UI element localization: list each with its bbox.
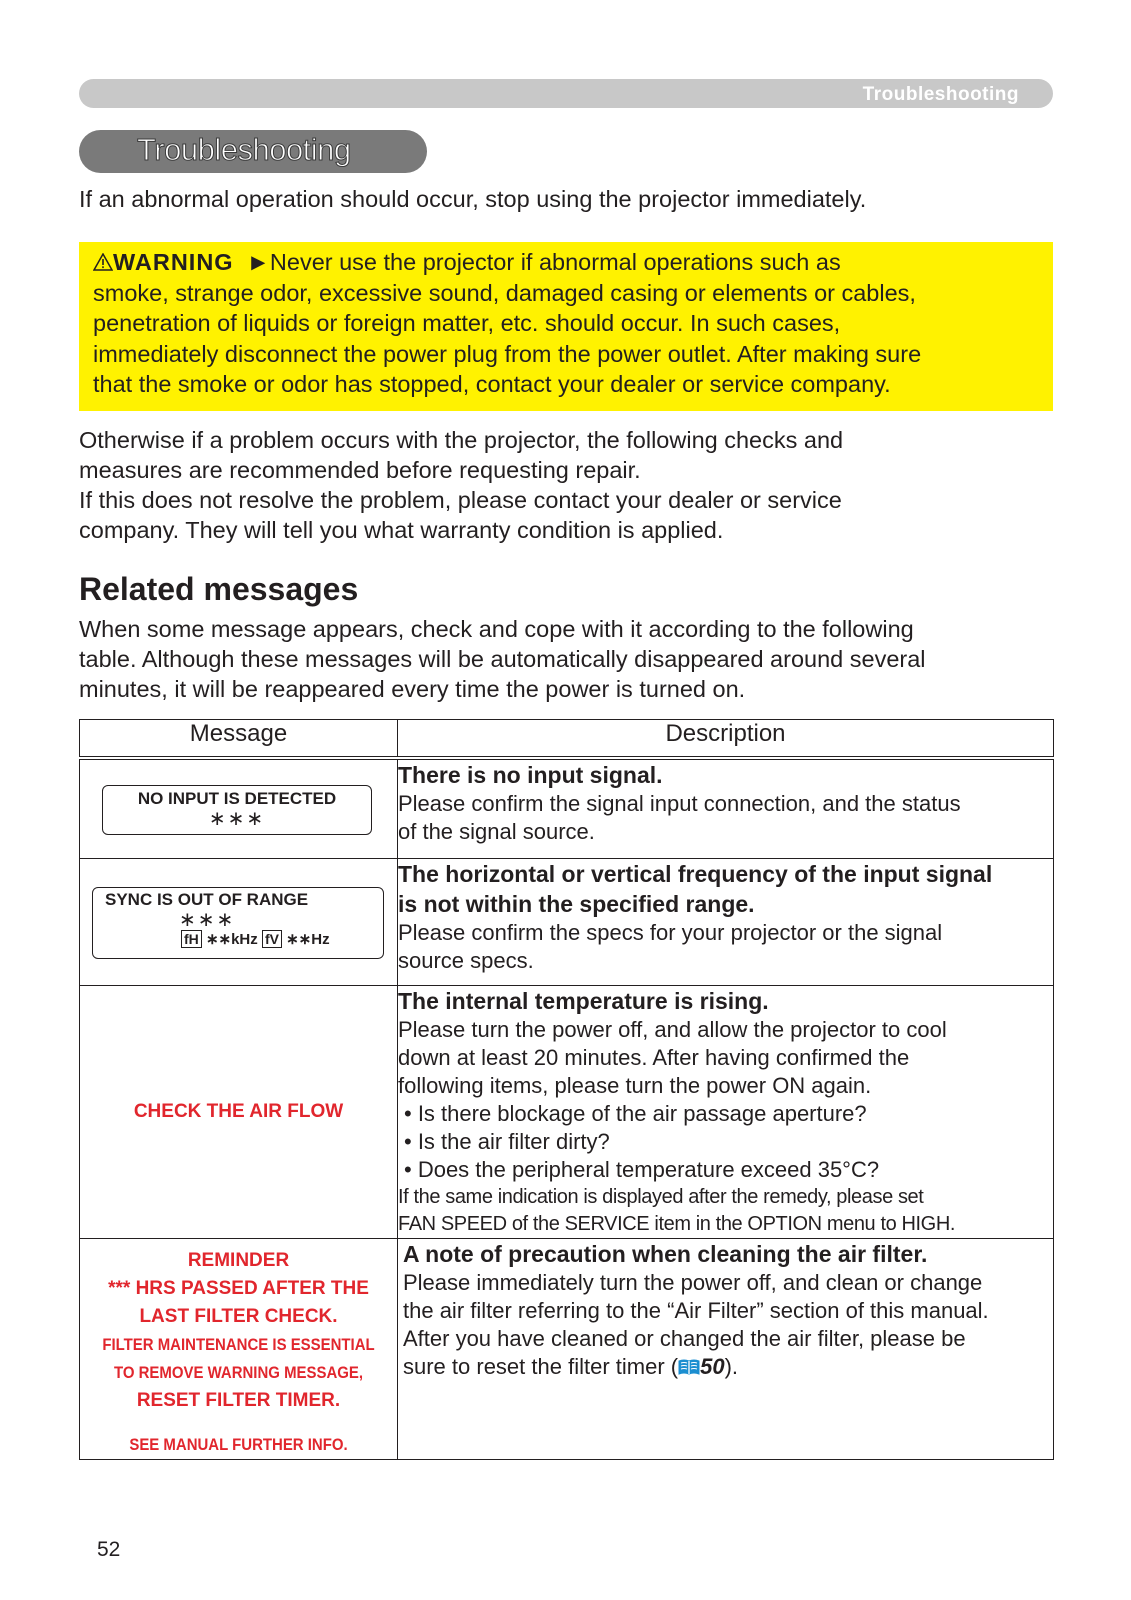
check-air-flow-message: CHECK THE AIR FLOW (133, 1101, 344, 1122)
osd-stars: ∗∗∗ (208, 808, 266, 830)
reminder-line: LAST FILTER CHECK. (139, 1306, 338, 1327)
description-line: After you have cleaned or changed the air filter, please be (403, 1326, 966, 1351)
table-row (80, 758, 1054, 859)
book-icon (678, 1358, 700, 1376)
description-cell (398, 1239, 1054, 1460)
warning-box (79, 242, 1053, 411)
reminder-line: *** HRS PASSED AFTER THE (108, 1278, 369, 1299)
fh-label: fH (181, 930, 202, 948)
intro-text: If an abnormal operation should occur, stop using the projector immediately. (79, 186, 867, 212)
body-line: measures are recommended before requesting repair. (79, 457, 641, 483)
related-paragraph (79, 614, 926, 704)
reference-page: 50 (700, 1354, 725, 1379)
table-row (80, 1239, 1054, 1460)
description-title: The internal temperature is rising. (398, 988, 769, 1014)
description-line: down at least 20 minutes. After having confirmed the (398, 1045, 910, 1070)
table-row (80, 986, 1054, 1239)
warning-line: penetration of liquids or foreign matter, etc. should occur. In such cases, (93, 310, 841, 336)
osd-title: NO INPUT IS DETECTED (137, 789, 337, 808)
page-title: Troubleshooting (137, 132, 351, 167)
description-cell (398, 986, 1054, 1239)
osd-stars: ∗∗∗ (179, 909, 236, 931)
description-text: sure to reset the filter timer ( (403, 1354, 679, 1379)
related-line: table. Although these messages will be automatically disappeared around several (79, 646, 926, 672)
description-title: The horizontal or vertical frequency of the input signal (398, 861, 993, 887)
table-header-row (80, 720, 1054, 759)
related-line: minutes, it will be reappeared every time the power is turned on. (79, 676, 746, 702)
warning-triangle-icon (93, 253, 113, 271)
warning-line: that the smoke or odor has stopped, contact your dealer or service company. (93, 371, 891, 397)
messages-table (79, 719, 1054, 1460)
body-line: If this does not resolve the problem, please contact your dealer or service (79, 487, 842, 513)
bullet-item: • Does the peripheral temperature exceed 35°C? (404, 1157, 880, 1182)
message-cell (80, 859, 398, 986)
table-row (80, 859, 1054, 986)
description-cell (398, 758, 1054, 859)
reminder-line: SEE MANUAL FURTHER INFO. (129, 1435, 348, 1454)
reminder-line: REMINDER (187, 1250, 290, 1271)
body-paragraph (79, 425, 843, 545)
osd-no-input (102, 785, 372, 835)
reminder-line: FILTER MAINTENANCE IS ESSENTIAL (102, 1335, 375, 1354)
osd-frequency-line (181, 930, 383, 950)
title-pill (79, 130, 427, 173)
description-title: A note of precaution when cleaning the air filter. (403, 1241, 928, 1267)
warning-line: ►Never use the projector if abnormal operations such as (246, 249, 841, 275)
related-line: When some message appears, check and cope with it according to the following (79, 616, 914, 642)
fv-value: ∗∗Hz (286, 931, 330, 948)
description-cell (398, 859, 1054, 986)
header-bar (79, 79, 1053, 108)
description-title: is not within the specified range. (398, 891, 755, 917)
header-section-label: Troubleshooting (862, 84, 1019, 105)
warning-word: WARNING (113, 249, 234, 275)
fh-value: ∗∗kHz (205, 931, 258, 948)
description-text: ). (724, 1354, 739, 1379)
description-line: Please turn the power off, and allow the projector to cool (398, 1017, 947, 1042)
note-line: If the same indication is displayed after the remedy, please set (398, 1186, 924, 1208)
reminder-line: TO REMOVE WARNING MESSAGE, (113, 1363, 364, 1382)
description-line: of the signal source. (398, 819, 595, 844)
fv-label: fV (262, 930, 282, 948)
osd-sync-out-of-range (92, 887, 384, 959)
body-line: Otherwise if a problem occurs with the projector, the following checks and (79, 427, 844, 453)
description-line: the air filter referring to the “Air Filter” section of this manual. (403, 1298, 989, 1323)
column-header-message: Message (80, 720, 398, 759)
osd-title: SYNC IS OUT OF RANGE (105, 890, 309, 909)
description-line: Please confirm the specs for your projector or the signal (398, 920, 943, 945)
body-line: company. They will tell you what warranty condition is applied. (79, 517, 724, 543)
description-line (403, 1353, 1053, 1381)
description-line: following items, please turn the power ON again. (398, 1073, 872, 1098)
section-heading: Related messages (79, 571, 359, 607)
message-cell (80, 1239, 398, 1460)
warning-line: smoke, strange odor, excessive sound, damaged casing or elements or cables, (93, 279, 916, 306)
bullet-item: • Is there blockage of the air passage aperture? (404, 1101, 867, 1126)
description-line: source specs. (398, 948, 534, 973)
message-cell (80, 986, 398, 1239)
warning-line: immediately disconnect the power plug from the power outlet. After making sure (93, 340, 922, 367)
column-header-description: Description (398, 720, 1054, 759)
description-line: Please immediately turn the power off, and clean or change (403, 1270, 983, 1295)
message-cell (80, 758, 398, 859)
description-line: Please confirm the signal input connection, and the status (398, 791, 961, 816)
page-number: 52 (97, 1538, 121, 1561)
reminder-line: RESET FILTER TIMER. (136, 1390, 341, 1411)
note-line: FAN SPEED of the SERVICE item in the OPTION menu to HIGH. (398, 1213, 956, 1235)
description-title: There is no input signal. (398, 762, 663, 788)
bullet-item: • Is the air filter dirty? (404, 1129, 610, 1154)
